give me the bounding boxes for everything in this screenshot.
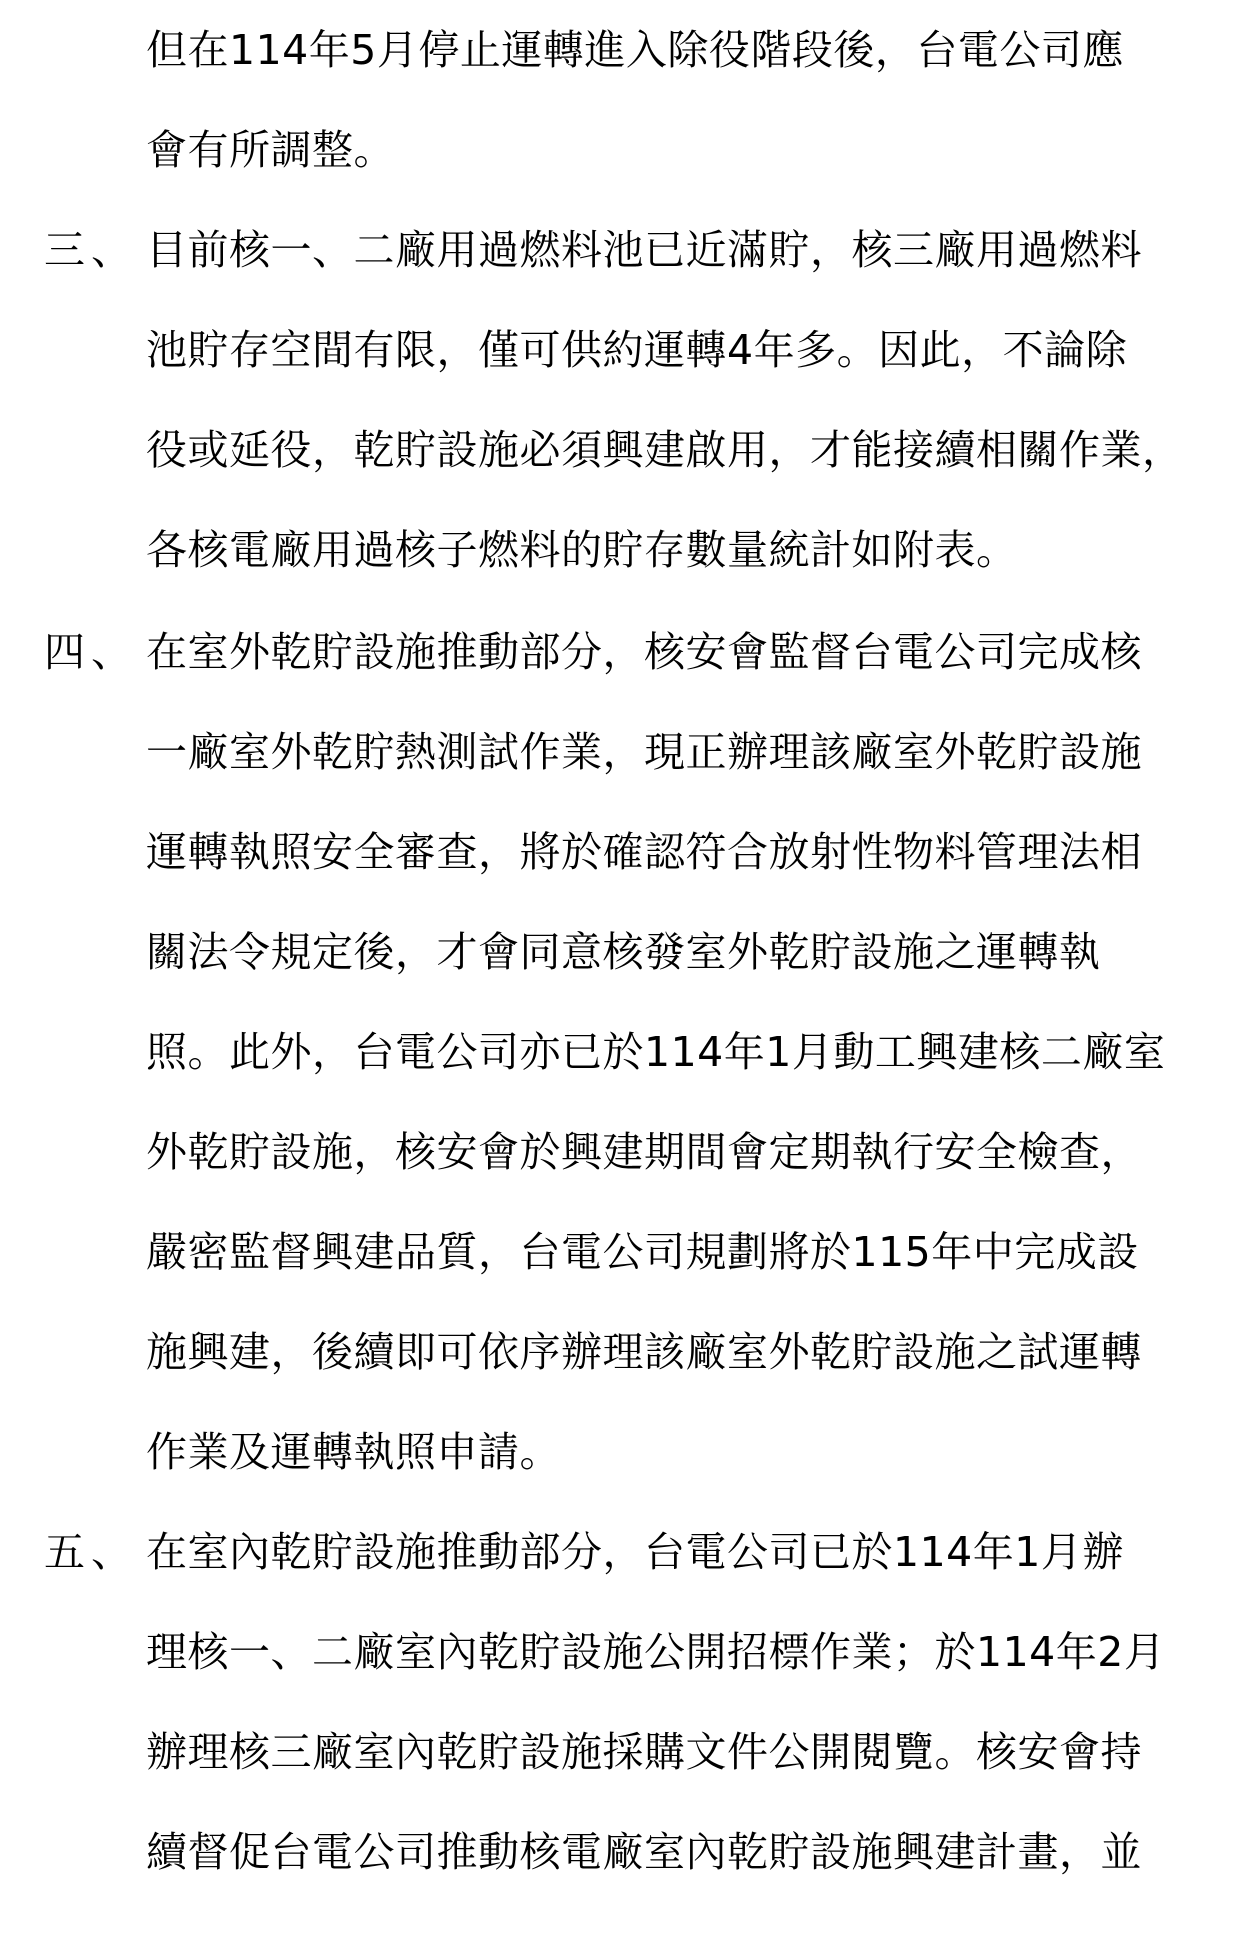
paragraph-line: 但在114年5月停止運轉進入除役階段後，台電公司應 [146,26,1124,74]
paragraph-line: 在室外乾貯設施推動部分，核安會監督台電公司完成核 [146,628,1142,676]
paragraph-line: 關法令規定後，才會同意核發室外乾貯設施之運轉執 [146,928,1101,976]
paragraph-line: 外乾貯設施，核安會於興建期間會定期執行安全檢查， [146,1128,1142,1176]
paragraph-line: 池貯存空間有限，僅可供約運轉4年多。因此，不論除 [146,326,1128,374]
paragraph-line: 在室內乾貯設施推動部分，台電公司已於114年1月辦 [146,1528,1124,1576]
paragraph-line: 照。此外，台電公司亦已於114年1月動工興建核二廠室 [146,1028,1166,1076]
paragraph-line: 續督促台電公司推動核電廠室內乾貯設施興建計畫，並 [146,1828,1142,1876]
paragraph-line: 嚴密監督興建品質，台電公司規劃將於115年中完成設 [146,1228,1139,1276]
item-number-four: 四、 [44,628,138,676]
item-number-three: 三、 [44,226,138,274]
paragraph-line: 施興建，後續即可依序辦理該廠室外乾貯設施之試運轉 [146,1328,1142,1376]
paragraph-line: 一廠室外乾貯熱測試作業，現正辦理該廠室外乾貯設施 [146,728,1142,776]
paragraph-line: 作業及運轉執照申請。 [146,1428,561,1476]
paragraph-line: 役或延役，乾貯設施必須興建啟用，才能接續相關作業， [146,426,1184,474]
paragraph-line: 辦理核三廠室內乾貯設施採購文件公開閱覽。核安會持 [146,1728,1142,1776]
paragraph-line: 各核電廠用過核子燃料的貯存數量統計如附表。 [146,526,1018,574]
paragraph-line: 理核一、二廠室內乾貯設施公開招標作業；於114年2月 [146,1628,1166,1676]
paragraph-line: 會有所調整。 [146,126,395,174]
paragraph-line: 運轉執照安全審查，將於確認符合放射性物料管理法相 [146,828,1142,876]
item-number-five: 五、 [44,1528,138,1576]
paragraph-line: 目前核一、二廠用過燃料池已近滿貯，核三廠用過燃料 [146,226,1142,274]
